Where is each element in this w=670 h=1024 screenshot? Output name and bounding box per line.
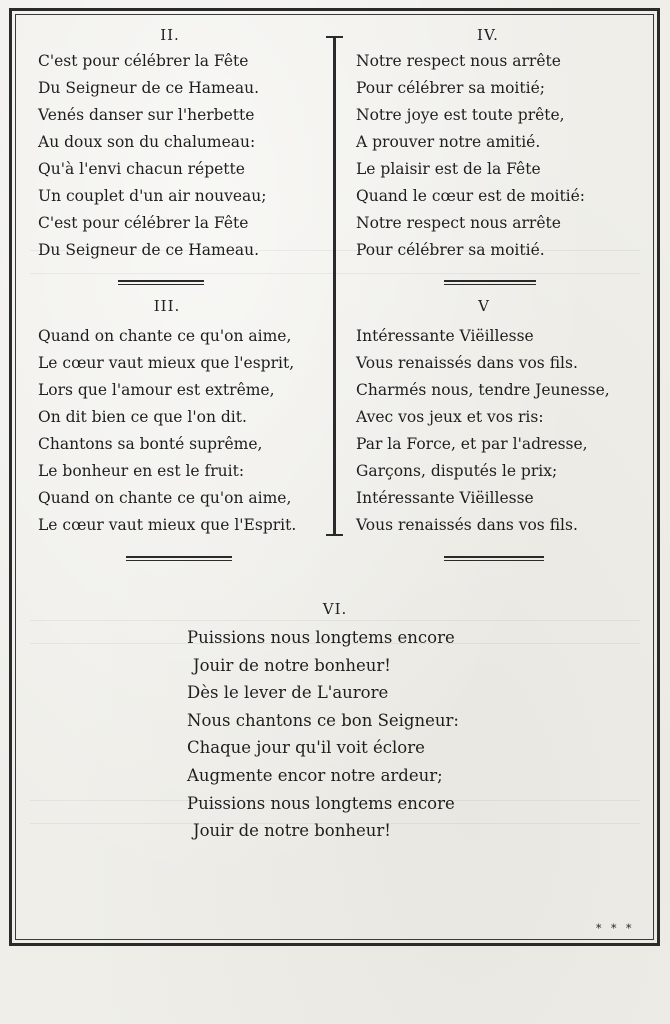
verse-line: C'est pour célébrer la Fête: [38, 52, 249, 70]
verse-line: Chantons sa bonté suprême,: [38, 435, 263, 453]
verse-line: Puissions nous longtems encore: [187, 793, 455, 813]
stanza-ii-numeral: II.: [160, 26, 180, 44]
verse-line: Jouir de notre bonheur!: [193, 655, 391, 675]
verse-line: Dès le lever de L'aurore: [187, 683, 389, 703]
verse-line: Quand on chante ce qu'on aime,: [38, 327, 292, 345]
verse-line: Avec vos jeux et vos ris:: [356, 408, 544, 426]
verse-line: Qu'à l'envi chacun répette: [38, 160, 245, 178]
stanza-ii: [38, 48, 266, 264]
stanza-vi-numeral: VI.: [322, 600, 348, 618]
verse-line: Lors que l'amour est extrême,: [38, 381, 275, 399]
verse-line: Augmente encor notre ardeur;: [187, 765, 443, 785]
verse-line: A prouver notre amitié.: [356, 133, 541, 151]
verse-line: Garçons, disputés le prix;: [356, 462, 558, 480]
verse-line: On dit bien ce que l'on dit.: [38, 408, 247, 426]
verse-line: Intéressante Viëillesse: [356, 327, 534, 345]
stanza-iii: [38, 323, 296, 539]
verse-line: Notre respect nous arrête: [356, 214, 561, 232]
stanza-iii-numeral: III.: [153, 297, 181, 315]
verse-line: Le cœur vaut mieux que l'esprit,: [38, 354, 295, 372]
verse-line: Intéressante Viëillesse: [356, 489, 534, 507]
stanza-v: [356, 323, 610, 539]
verse-line: Un couplet d'un air nouveau;: [38, 187, 267, 205]
verse-line: Du Seigneur de ce Hameau.: [38, 79, 260, 97]
column-divider: [333, 36, 336, 536]
stanza-iv-numeral: IV.: [477, 26, 499, 44]
stanza-vi: [187, 624, 459, 845]
verse-line: Au doux son du chalumeau:: [38, 133, 256, 151]
verse-line: Quand le cœur est de moitié:: [356, 187, 586, 205]
verse-line: Nous chantons ce bon Seigneur:: [187, 710, 459, 730]
double-rule: [118, 280, 204, 286]
double-rule: [444, 280, 536, 286]
verse-line: C'est pour célébrer la Fête: [38, 214, 249, 232]
verse-line: Notre joye est toute prête,: [356, 106, 565, 124]
verse-line: Notre respect nous arrête: [356, 52, 561, 70]
verse-line: Jouir de notre bonheur!: [193, 821, 391, 841]
double-rule: [126, 556, 232, 562]
verse-line: Pour célébrer sa moitié.: [356, 241, 545, 259]
double-rule: [444, 556, 544, 562]
verse-line: Du Seigneur de ce Hameau.: [38, 241, 260, 259]
verse-line: Vous renaissés dans vos fils.: [356, 354, 578, 372]
signature-mark: * * *: [596, 922, 635, 935]
stanza-v-numeral: V: [478, 297, 490, 315]
verse-line: Venés danser sur l'herbette: [38, 106, 255, 124]
verse-line: Chaque jour qu'il voit éclore: [187, 738, 425, 758]
verse-line: Le cœur vaut mieux que l'Esprit.: [38, 516, 297, 534]
verse-line: Pour célébrer sa moitié;: [356, 79, 545, 97]
verse-line: Vous renaissés dans vos fils.: [356, 516, 578, 534]
stanza-iv: [356, 48, 585, 264]
verse-line: Par la Force, et par l'adresse,: [356, 435, 588, 453]
verse-line: Puissions nous longtems encore: [187, 628, 455, 647]
verse-line: Le plaisir est de la Fête: [356, 160, 541, 178]
verse-line: Le bonheur en est le fruit:: [38, 462, 245, 480]
verse-line: Quand on chante ce qu'on aime,: [38, 489, 292, 507]
verse-line: Charmés nous, tendre Jeunesse,: [356, 381, 610, 399]
